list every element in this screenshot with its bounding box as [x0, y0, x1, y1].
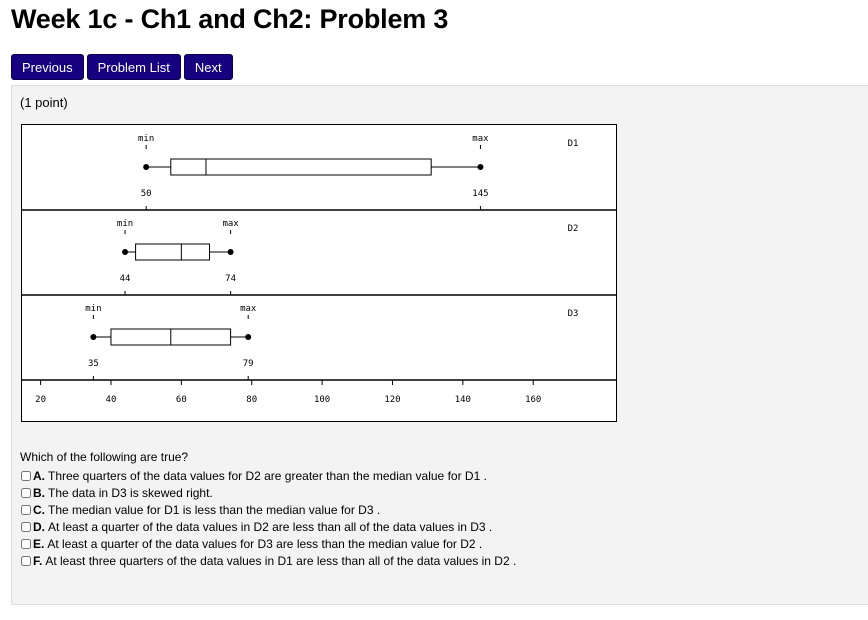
choice-c-text: The median value for D1 is less than the median value for D3 . — [48, 502, 381, 517]
boxplot-figure — [21, 124, 617, 422]
x-axis-tick-label: 160 — [525, 395, 542, 405]
choice-b-letter: B. — [33, 485, 45, 500]
page-title: Week 1c - Ch1 and Ch2: Problem 3 — [11, 4, 449, 34]
max-label: max — [222, 219, 239, 229]
problem-navigation — [11, 54, 233, 80]
choice-c-checkbox[interactable] — [21, 505, 31, 515]
choice-d-checkbox[interactable] — [21, 522, 31, 532]
min-label: min — [138, 134, 155, 144]
min-label: min — [85, 304, 102, 314]
x-axis-tick-label: 140 — [454, 395, 471, 405]
choice-f-text: At least three quarters of the data values in D1 are less than all of the data values in D2 . — [45, 553, 517, 568]
x-axis-tick-label: 80 — [246, 395, 258, 405]
min-value-label: 35 — [87, 359, 99, 369]
max-point — [245, 334, 251, 340]
choice-b-text: The data in D3 is skewed right. — [48, 485, 213, 500]
choice-a-checkbox[interactable] — [21, 471, 31, 481]
max-value-label: 79 — [242, 359, 254, 369]
next-button[interactable]: Next — [184, 54, 233, 80]
choice-e[interactable] — [20, 535, 516, 552]
max-value-label: 74 — [225, 274, 237, 284]
iqr-box — [136, 244, 210, 260]
max-label: max — [240, 304, 257, 314]
choice-a-text: Three quarters of the data values for D2 are greater than the median value for D1 . — [48, 468, 487, 483]
answer-choices — [20, 467, 516, 569]
choice-e-checkbox[interactable] — [21, 539, 31, 549]
min-value-label: 50 — [140, 189, 152, 199]
choice-a[interactable] — [20, 467, 516, 484]
points-label: (1 point) — [20, 95, 68, 110]
boxplot-panel-d1 — [138, 134, 578, 210]
choice-f-checkbox[interactable] — [21, 556, 31, 566]
x-axis-tick-label: 120 — [384, 395, 401, 405]
max-point — [228, 249, 234, 255]
choice-d[interactable] — [20, 518, 516, 535]
x-axis — [22, 380, 616, 405]
boxplot-panel-d3 — [22, 295, 616, 380]
min-point — [143, 164, 149, 170]
boxplot-chart — [22, 125, 616, 421]
series-name-d3: D3 — [567, 309, 579, 319]
series-name-d2: D2 — [567, 224, 579, 234]
choice-c-letter: C. — [33, 502, 45, 517]
min-point — [90, 334, 96, 340]
problem-list-button[interactable]: Problem List — [87, 54, 181, 80]
choice-f[interactable] — [20, 552, 516, 569]
problem-panel — [11, 85, 868, 605]
question-text: Which of the following are true? — [20, 450, 189, 464]
iqr-box — [171, 159, 431, 175]
choice-e-letter: E. — [33, 536, 45, 551]
series-name-d1: D1 — [567, 139, 579, 149]
choice-d-letter: D. — [33, 519, 45, 534]
x-axis-tick-label: 100 — [313, 395, 331, 405]
max-point — [477, 164, 483, 170]
min-point — [122, 249, 128, 255]
x-axis-tick-label: 40 — [105, 395, 117, 405]
choice-d-text: At least a quarter of the data values in D2 are less than all of the data values in D3 . — [48, 519, 493, 534]
x-axis-tick-label: 20 — [35, 395, 47, 405]
choice-b[interactable] — [20, 484, 516, 501]
choice-b-checkbox[interactable] — [21, 488, 31, 498]
choice-a-letter: A. — [33, 468, 45, 483]
max-label: max — [472, 134, 489, 144]
choice-c[interactable] — [20, 501, 516, 518]
choice-f-letter: F. — [33, 553, 43, 568]
min-label: min — [116, 219, 134, 229]
choice-e-text: At least a quarter of the data values for D3 are less than the median value for D2 . — [47, 536, 483, 551]
x-axis-tick-label: 60 — [175, 395, 187, 405]
min-value-label: 44 — [119, 274, 131, 284]
boxplot-panel-d2 — [22, 210, 616, 295]
max-value-label: 145 — [472, 189, 489, 199]
previous-button[interactable]: Previous — [11, 54, 84, 80]
